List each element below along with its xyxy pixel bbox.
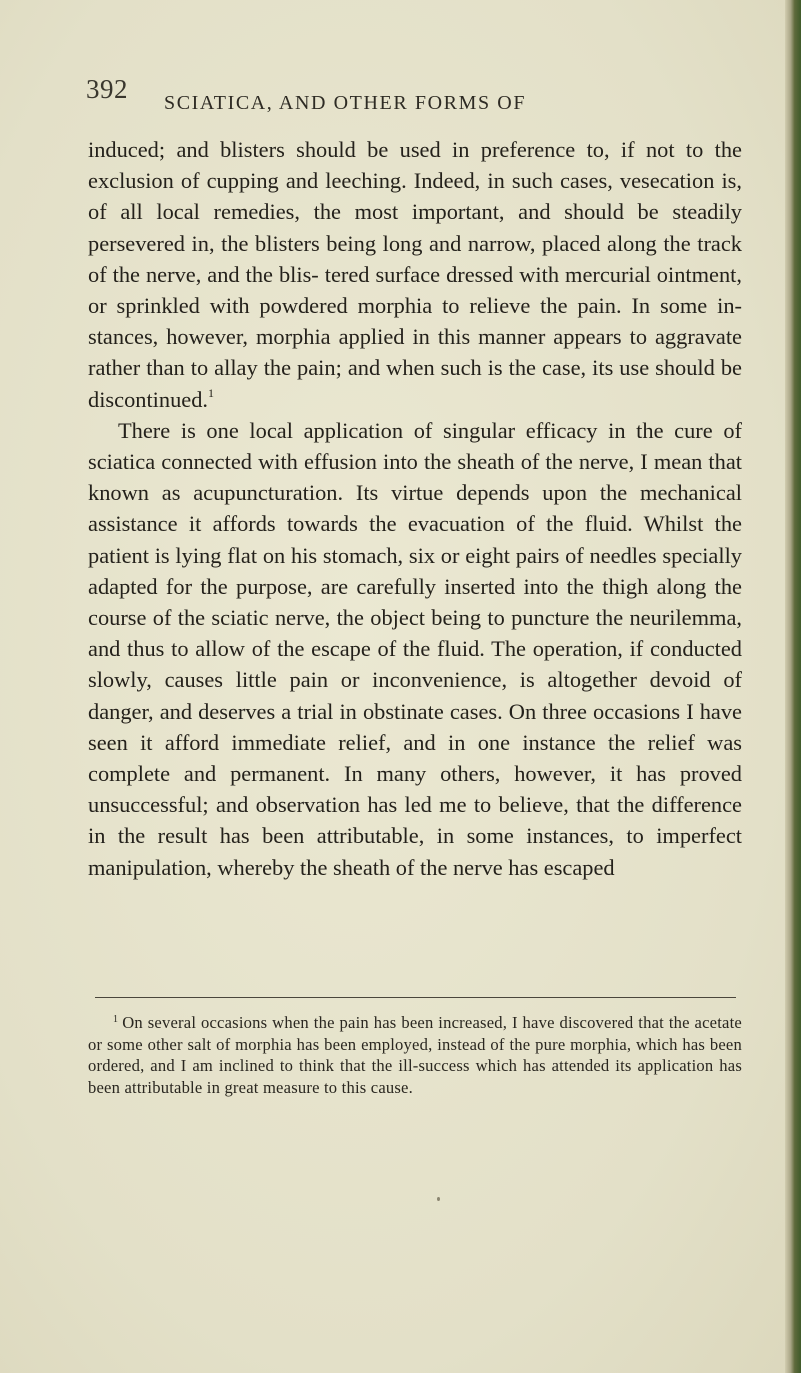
page-edge bbox=[785, 0, 801, 1373]
paragraph-1 bbox=[88, 134, 742, 415]
running-head: SCIATICA, AND OTHER FORMS OF bbox=[164, 92, 527, 114]
footnote bbox=[88, 1012, 742, 1098]
page-number: 392 bbox=[86, 74, 128, 104]
paper-speck bbox=[437, 1197, 440, 1201]
body-text bbox=[88, 134, 742, 883]
paragraph-1-text: induced; and blisters should be used in preference to, if not to the exclusion of cupping and leeching. Indeed, in such cases, vesecation is, of all local remedies, the most important, and should be steadily persevered in, the blisters being long and narrow, placed along the track of the nerve, and the blis- tered surface dressed with mercurial ointment, or sprinkled with powdered morphia to relieve the pain. In some in- stances, however, morphia applied in this manner appears to aggravate rather than to allay the pain; and when such is the case, its use should be discontinued. bbox=[88, 137, 742, 412]
footnote-marker: 1 bbox=[113, 1014, 119, 1025]
footnote-reference: 1 bbox=[208, 385, 215, 400]
paragraph-2: There is one local application of singular efficacy in the cure of sciatica connected with effusion into the sheath of the nerve, I mean that known as acupuncturation. Its virtue depends upon the mechanical assistance it affords towards the evacuation of the fluid. Whilst the patient is lying flat on his stomach, six or eight pairs of needles specially adapted for the purpose, are carefully inserted into the thigh along the course of the sciatic nerve, the object being to puncture the neurilemma, and thus to allow of the escape of the fluid. The operation, if conducted slowly, causes little pain or inconvenience, is altogether devoid of danger, and deserves a trial in obstinate cases. On three occasions I have seen it afford immediate relief, and in one instance the relief was complete and permanent. In many others, however, it has proved unsuccessful; and observation has led me to believe, that the difference in the result has been attributable, in some instances, to imperfect manipulation, whereby the sheath of the nerve has escaped bbox=[88, 417, 742, 880]
footnote-text: On several occasions when the pain has been increased, I have discovered that the acetate or some other salt of morphia has been employed, instead of the pure morphia, which has been ordered, and I am inclined to think that the ill-success which has attended its application has been attributable in great measure to this cause. bbox=[88, 1013, 742, 1097]
footnote-divider bbox=[95, 997, 736, 998]
